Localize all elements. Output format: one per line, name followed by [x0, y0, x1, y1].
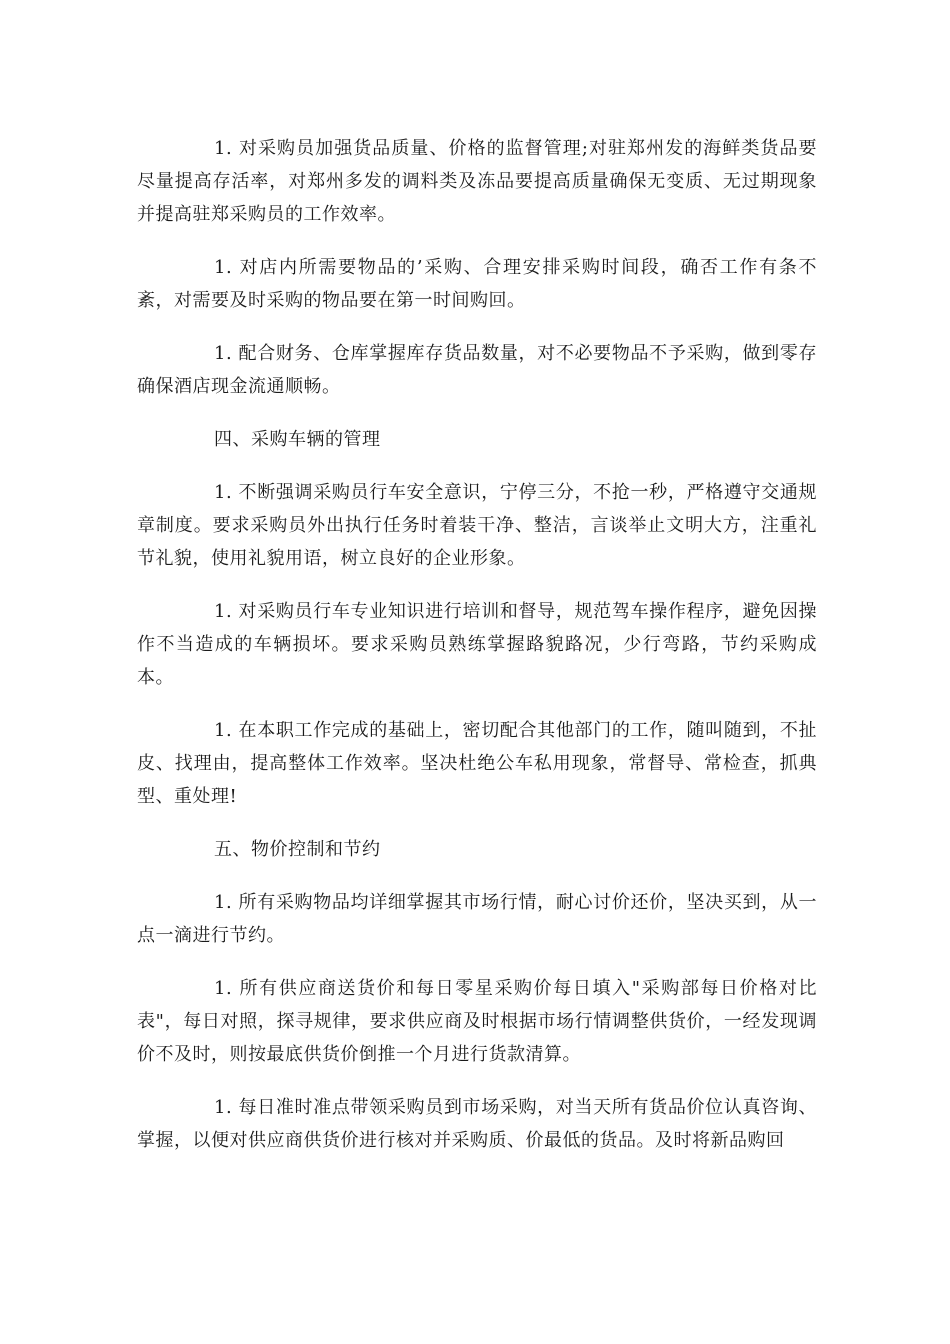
paragraph-price-comparison-table: 1. 所有供应商送货价和每日零星采购价每日填入"采购部每日价格对比表"，每日对照，探寻规律，要求供应商及时根据市场行情调整供货价，一经发现调价不及时，则按最底供货价倒推一个月进行货款清算。 [137, 978, 817, 1065]
section-heading-vehicle-management: 四、采购车辆的管理 [214, 429, 381, 450]
section-heading-price-control: 五、物价控制和节约 [214, 839, 381, 860]
paragraph-purchaser-quality-supervision: 1. 对采购员加强货品质量、价格的监督管理;对驻郑州发的海鲜类货品要尽量提高存活率，对郑州多发的调料类及冻品要提高质量确保无变质、无过期现象并提高驻郑采购员的工作效率。 [137, 138, 817, 225]
paragraph-driving-safety: 1. 不断强调采购员行车安全意识，宁停三分，不抢一秒，严格遵守交通规章制度。要求采购员外出执行任务时着装干净、整洁，言谈举止文明大方，注重礼节礼貌，使用礼貌用语，树立良好的企业形象。 [137, 482, 817, 569]
paragraph-driving-training: 1. 对采购员行车专业知识进行培训和督导，规范驾车操作程序，避免因操作不当造成的车辆损坏。要求采购员熟练掌握路貌路况，少行弯路，节约采购成本。 [137, 601, 817, 688]
paragraph-in-store-purchasing: 1. 对店内所需要物品的’采购、合理安排采购时间段，确否工作有条不紊，对需要及时采购的物品要在第一时间购回。 [137, 257, 817, 311]
paragraph-market-bargaining: 1. 所有采购物品均详细掌握其市场行情，耐心讨价还价，坚决买到，从一点一滴进行节约。 [137, 892, 817, 946]
document-body [137, 132, 817, 1177]
paragraph-inventory-coordination: 1. 配合财务、仓库掌握库存货品数量，对不必要物品不予采购，做到零存确保酒店现金流通顺畅。 [137, 343, 817, 397]
paragraph-cooperation-efficiency: 1. 在本职工作完成的基础上，密切配合其他部门的工作，随叫随到，不扯皮、找理由，提高整体工作效率。坚决杜绝公车私用现象，常督导、常检查，抓典型、重处理! [137, 720, 817, 807]
paragraph-daily-market-purchasing: 1. 每日准时准点带领采购员到市场采购，对当天所有货品价位认真咨询、掌握，以便对供应商供货价进行核对并采购质、价最低的货品。及时将新品购回 [137, 1097, 817, 1151]
